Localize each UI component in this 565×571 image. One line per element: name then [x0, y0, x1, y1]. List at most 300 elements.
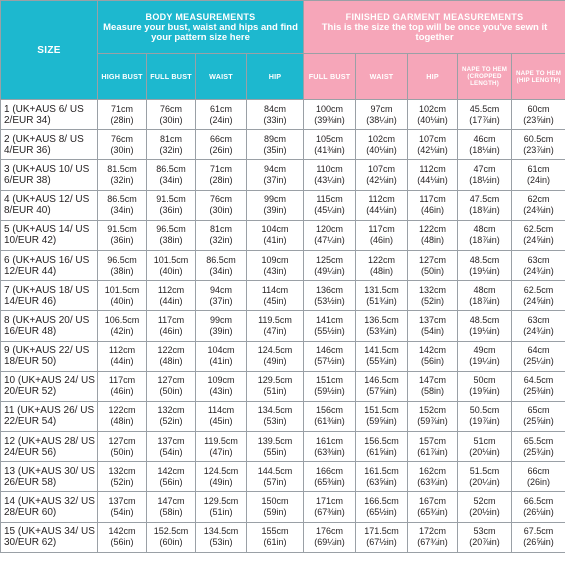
- measurement-cell: [356, 160, 408, 190]
- table-row: [1, 371, 565, 401]
- measurement-cm: 114cm: [207, 405, 235, 416]
- measurement-cell: [247, 401, 304, 431]
- measurement-in: (65⅜in): [314, 476, 345, 487]
- measurement-cm: 76cm: [209, 194, 232, 205]
- measurement-cm: 50.5cm: [469, 405, 500, 416]
- measurement-in: (44in): [159, 295, 183, 306]
- measurement-cm: 112cm: [157, 284, 185, 295]
- measurement-cm: 166cm: [316, 465, 344, 476]
- measurement-cell: [147, 432, 196, 462]
- measurement-cm: 65.5cm: [523, 435, 554, 446]
- measurement-in: (43in): [263, 265, 287, 276]
- measurement-in: (23⅞in): [523, 144, 554, 155]
- measurement-cm: 161.5cm: [364, 465, 399, 476]
- measurement-cm: 60cm: [527, 103, 550, 114]
- finished-measurements-subtitle: This is the size the top will be once you've sewn it together: [321, 21, 548, 43]
- measurement-cell: [512, 522, 565, 552]
- measurement-cm: 52cm: [473, 496, 496, 507]
- measurement-cell: [98, 371, 147, 401]
- measurement-cell: [147, 522, 196, 552]
- measurement-cell: [458, 281, 512, 311]
- measurement-cm: 71cm: [209, 163, 232, 174]
- measurement-in: (53in): [209, 537, 233, 548]
- measurement-in: (24in): [527, 174, 551, 185]
- measurement-cm: 81cm: [159, 133, 182, 144]
- measurement-in: (32in): [110, 174, 134, 185]
- measurement-in: (30in): [110, 144, 134, 155]
- measurement-in: (18¾in): [469, 205, 500, 216]
- measurement-cm: 120cm: [316, 224, 344, 235]
- measurement-in: (17⅞in): [469, 114, 500, 125]
- measurement-cm: 100cm: [316, 103, 344, 114]
- measurement-in: (32in): [159, 144, 183, 155]
- measurement-cell: [247, 281, 304, 311]
- size-label-cell: 1 (UK+AUS 6/ US 2/EUR 34): [1, 100, 98, 130]
- measurement-cell: [196, 462, 247, 492]
- measurement-in: (20½in): [469, 507, 500, 518]
- size-label-cell: 4 (UK+AUS 12/ US 8/EUR 40): [1, 190, 98, 220]
- measurement-cell: [512, 100, 565, 130]
- measurement-cm: 129.5cm: [203, 496, 239, 507]
- measurement-cm: 48.5cm: [469, 254, 500, 265]
- measurement-cell: [98, 100, 147, 130]
- measurement-cm: 167cm: [419, 496, 447, 507]
- measurement-cell: [512, 401, 565, 431]
- measurement-in: (51in): [263, 386, 287, 397]
- measurement-cell: [304, 220, 356, 250]
- measurement-cm: 122cm: [368, 254, 396, 265]
- finished-measurements-header: [304, 1, 565, 54]
- measurement-in: (38in): [110, 265, 134, 276]
- measurement-cm: 142cm: [157, 465, 185, 476]
- measurement-in: (24¾in): [523, 325, 554, 336]
- measurement-cm: 61cm: [209, 103, 232, 114]
- measurement-cm: 45.5cm: [469, 103, 500, 114]
- measurement-cell: [147, 190, 196, 220]
- measurement-in: (25⅜in): [523, 386, 554, 397]
- measurement-cm: 122cm: [157, 345, 185, 356]
- measurement-cm: 136cm: [316, 284, 344, 295]
- measurement-cm: 155cm: [261, 526, 289, 537]
- measurement-in: (25¼in): [523, 356, 554, 367]
- measurement-cell: [304, 432, 356, 462]
- measurement-cell: [408, 281, 458, 311]
- measurement-cm: 147cm: [419, 375, 447, 386]
- finished-column-header: FULL BUST: [304, 54, 356, 100]
- measurement-in: (67½in): [366, 537, 397, 548]
- measurement-cm: 62.5cm: [523, 284, 554, 295]
- measurement-cm: 151.5cm: [364, 405, 399, 416]
- measurement-cell: [304, 311, 356, 341]
- measurement-cm: 137cm: [157, 435, 185, 446]
- measurement-cm: 146cm: [316, 345, 344, 356]
- measurement-in: (26in): [209, 144, 233, 155]
- measurement-in: (61⅜in): [314, 416, 345, 427]
- measurement-in: (52in): [421, 295, 445, 306]
- measurement-cell: [147, 492, 196, 522]
- measurement-cell: [98, 401, 147, 431]
- measurement-cm: 146.5cm: [364, 375, 399, 386]
- measurement-in: (19⅝in): [469, 386, 500, 397]
- measurement-cell: [247, 250, 304, 280]
- measurement-cm: 124.5cm: [257, 345, 293, 356]
- measurement-cm: 101.5cm: [153, 254, 189, 265]
- measurement-cell: [196, 371, 247, 401]
- measurement-in: (48in): [370, 265, 394, 276]
- measurement-in: (26in): [527, 476, 551, 487]
- measurement-in: (28in): [110, 114, 134, 125]
- size-label-cell: 11 (UK+AUS 26/ US 22/EUR 54): [1, 401, 98, 431]
- measurement-in: (24¾in): [523, 265, 554, 276]
- measurement-cm: 94cm: [264, 163, 287, 174]
- measurement-cell: [512, 492, 565, 522]
- measurement-cm: 176cm: [316, 526, 344, 537]
- measurement-cell: [304, 492, 356, 522]
- measurement-in: (24⅜in): [523, 205, 554, 216]
- measurement-in: (59⅝in): [366, 416, 397, 427]
- measurement-cell: [458, 130, 512, 160]
- measurement-cm: 97cm: [370, 103, 393, 114]
- measurement-in: (30in): [159, 114, 183, 125]
- measurement-cm: 48.5cm: [469, 314, 500, 325]
- measurement-cm: 94cm: [209, 284, 232, 295]
- measurement-cm: 150cm: [261, 496, 289, 507]
- finished-column-header: HIP: [408, 54, 458, 100]
- measurement-in: (42⅛in): [417, 144, 448, 155]
- measurement-cell: [98, 250, 147, 280]
- size-label-cell: 5 (UK+AUS 14/ US 10/EUR 42): [1, 220, 98, 250]
- measurement-cm: 117cm: [368, 224, 395, 235]
- measurement-cm: 104cm: [261, 224, 289, 235]
- measurement-cm: 84cm: [264, 103, 287, 114]
- measurement-cell: [304, 190, 356, 220]
- measurement-cm: 139.5cm: [257, 435, 293, 446]
- measurement-cell: [147, 100, 196, 130]
- measurement-in: (48in): [421, 235, 445, 246]
- measurement-cm: 141.5cm: [364, 345, 399, 356]
- measurement-in: (26⅝in): [523, 537, 554, 548]
- body-column-header: HIP: [247, 54, 304, 100]
- measurement-in: (41in): [263, 235, 287, 246]
- measurement-in: (47in): [209, 446, 233, 457]
- measurement-in: (38in): [159, 235, 183, 246]
- measurement-in: (30in): [209, 205, 233, 216]
- measurement-in: (50in): [110, 446, 134, 457]
- measurement-cell: [304, 250, 356, 280]
- measurement-cell: [98, 492, 147, 522]
- measurement-cell: [147, 281, 196, 311]
- measurement-in: (69¼in): [314, 537, 345, 548]
- measurement-cell: [408, 220, 458, 250]
- measurement-cell: [98, 432, 147, 462]
- measurement-cm: 147cm: [157, 496, 185, 507]
- measurement-cell: [247, 311, 304, 341]
- measurement-cm: 136.5cm: [364, 314, 399, 325]
- measurement-cell: [408, 432, 458, 462]
- measurement-cm: 112cm: [368, 194, 395, 205]
- measurement-cm: 63cm: [527, 314, 550, 325]
- measurement-in: (54in): [159, 446, 183, 457]
- measurement-cm: 129.5cm: [257, 375, 293, 386]
- measurement-cell: [458, 311, 512, 341]
- size-label-cell: 7 (UK+AUS 18/ US 14/EUR 46): [1, 281, 98, 311]
- measurement-cell: [458, 492, 512, 522]
- measurement-cm: 48cm: [473, 224, 496, 235]
- measurement-cell: [408, 130, 458, 160]
- measurement-cell: [356, 341, 408, 371]
- measurement-in: (48in): [110, 416, 134, 427]
- measurement-cell: [356, 220, 408, 250]
- measurement-in: (61in): [263, 537, 287, 548]
- measurement-in: (24in): [209, 114, 233, 125]
- measurement-in: (56in): [421, 356, 445, 367]
- measurement-in: (58in): [421, 386, 445, 397]
- measurement-cell: [147, 311, 196, 341]
- measurement-cm: 137cm: [419, 314, 447, 325]
- measurement-cm: 110cm: [316, 163, 343, 174]
- measurement-in: (26⅛in): [523, 507, 554, 518]
- measurement-in: (45in): [209, 416, 233, 427]
- size-column-header: SIZE: [1, 1, 98, 100]
- measurement-in: (44⅛in): [417, 174, 448, 185]
- measurement-cm: 99cm: [264, 194, 287, 205]
- measurement-cell: [147, 401, 196, 431]
- measurement-in: (65½in): [366, 507, 397, 518]
- measurement-cm: 127cm: [419, 254, 447, 265]
- measurement-cm: 48cm: [473, 284, 496, 295]
- measurement-cell: [356, 130, 408, 160]
- measurement-cell: [247, 522, 304, 552]
- measurement-in: (19⅛in): [469, 265, 500, 276]
- measurement-in: (40in): [159, 265, 183, 276]
- measurement-cell: [356, 190, 408, 220]
- measurement-cell: [147, 341, 196, 371]
- table-row: [1, 522, 565, 552]
- measurement-cm: 86.5cm: [206, 254, 236, 265]
- measurement-in: (38¼in): [366, 114, 397, 125]
- measurement-cell: [304, 401, 356, 431]
- measurement-in: (43in): [209, 386, 233, 397]
- measurement-cell: [304, 371, 356, 401]
- measurement-in: (63⅜in): [314, 446, 345, 457]
- measurement-in: (53in): [263, 416, 287, 427]
- measurement-in: (59⅞in): [417, 416, 448, 427]
- measurement-in: (42in): [110, 325, 134, 336]
- measurement-cell: [458, 160, 512, 190]
- measurement-cell: [356, 371, 408, 401]
- measurement-in: (56in): [110, 537, 134, 548]
- measurement-cm: 161cm: [316, 435, 344, 446]
- measurement-cell: [196, 100, 247, 130]
- finished-column-header: NAPE TO HEM (HIP LENGTH): [512, 54, 565, 100]
- measurement-cm: 142cm: [419, 345, 447, 356]
- measurement-in: (25⅝in): [523, 416, 554, 427]
- measurement-cell: [247, 371, 304, 401]
- measurement-cm: 134.5cm: [203, 526, 239, 537]
- measurement-cell: [512, 220, 565, 250]
- measurement-cell: [98, 130, 147, 160]
- measurement-cell: [98, 190, 147, 220]
- measurement-cm: 144.5cm: [257, 465, 293, 476]
- measurement-cm: 152.5cm: [153, 526, 189, 537]
- measurement-cell: [98, 522, 147, 552]
- measurement-in: (34in): [110, 205, 134, 216]
- measurement-cm: 117cm: [157, 314, 185, 325]
- measurement-in: (47¼in): [314, 235, 345, 246]
- measurement-cm: 141cm: [316, 314, 344, 325]
- measurement-cell: [458, 371, 512, 401]
- measurement-in: (44⅛in): [366, 205, 397, 216]
- measurement-cell: [196, 160, 247, 190]
- measurement-cell: [458, 100, 512, 130]
- measurement-in: (59in): [263, 507, 287, 518]
- measurement-cm: 142cm: [108, 526, 136, 537]
- measurement-cell: [458, 250, 512, 280]
- measurement-in: (67⅜in): [314, 507, 345, 518]
- body-measurements-header: [98, 1, 304, 54]
- measurement-in: (18½in): [469, 174, 500, 185]
- measurement-in: (55¾in): [366, 356, 397, 367]
- measurement-cell: [247, 432, 304, 462]
- measurement-cell: [304, 130, 356, 160]
- measurement-cm: 117cm: [419, 194, 446, 205]
- measurement-cm: 51.5cm: [469, 465, 500, 476]
- measurement-in: (55in): [263, 446, 287, 457]
- measurement-in: (35in): [263, 144, 287, 155]
- measurement-cell: [408, 371, 458, 401]
- measurement-cm: 171cm: [316, 496, 344, 507]
- measurement-in: (61⅝in): [366, 446, 397, 457]
- measurement-in: (61⅞in): [417, 446, 448, 457]
- body-measurements-subtitle: Measure your bust, waist and hips and find your pattern size here: [103, 21, 298, 43]
- measurement-cm: 53cm: [473, 526, 496, 537]
- measurement-in: (19⅞in): [469, 416, 500, 427]
- measurement-cm: 86.5cm: [156, 163, 186, 174]
- measurement-cm: 119.5cm: [258, 314, 292, 325]
- measurement-cell: [512, 341, 565, 371]
- measurement-cell: [512, 281, 565, 311]
- size-label-cell: 14 (UK+AUS 32/ US 28/EUR 60): [1, 492, 98, 522]
- measurement-cm: 46cm: [473, 133, 496, 144]
- measurement-cm: 51cm: [473, 435, 496, 446]
- measurement-cm: 171.5cm: [364, 526, 399, 537]
- measurement-in: (25¾in): [523, 446, 554, 457]
- measurement-cell: [512, 250, 565, 280]
- measurement-cell: [196, 432, 247, 462]
- measurement-cell: [304, 160, 356, 190]
- measurement-in: (41⅜in): [314, 144, 345, 155]
- measurement-cell: [458, 432, 512, 462]
- measurement-cell: [98, 311, 147, 341]
- measurement-cell: [247, 190, 304, 220]
- measurement-cm: 66cm: [527, 465, 550, 476]
- measurement-cell: [304, 462, 356, 492]
- measurement-in: (39in): [263, 205, 287, 216]
- measurement-cm: 109cm: [207, 375, 235, 386]
- measurement-in: (48in): [159, 356, 183, 367]
- measurement-cm: 109cm: [261, 254, 289, 265]
- size-label-cell: 9 (UK+AUS 22/ US 18/EUR 50): [1, 341, 98, 371]
- table-row: [1, 432, 565, 462]
- measurement-in: (67¾in): [417, 537, 448, 548]
- measurement-cm: 65cm: [527, 405, 550, 416]
- table-row: [1, 160, 565, 190]
- measurement-cm: 47cm: [473, 163, 496, 174]
- measurement-cell: [458, 220, 512, 250]
- measurement-cell: [512, 130, 565, 160]
- measurement-in: (46in): [110, 386, 134, 397]
- measurement-cm: 81cm: [209, 224, 232, 235]
- measurement-cell: [147, 220, 196, 250]
- measurement-cell: [408, 341, 458, 371]
- measurement-cell: [356, 250, 408, 280]
- size-label-cell: 15 (UK+AUS 34/ US 30/EUR 62): [1, 522, 98, 552]
- measurement-cm: 89cm: [264, 133, 287, 144]
- measurement-in: (46in): [370, 235, 394, 246]
- measurement-cm: 67.5cm: [523, 526, 554, 537]
- measurement-in: (52in): [159, 416, 183, 427]
- measurement-cell: [247, 462, 304, 492]
- measurement-cell: [147, 462, 196, 492]
- measurement-in: (18⅛in): [469, 144, 500, 155]
- measurement-in: (40⅛in): [417, 114, 448, 125]
- measurement-in: (50in): [421, 265, 445, 276]
- measurement-cell: [458, 190, 512, 220]
- measurement-in: (40in): [110, 295, 134, 306]
- measurement-in: (53½in): [314, 295, 345, 306]
- measurement-cm: 49cm: [473, 345, 496, 356]
- measurement-cell: [196, 522, 247, 552]
- measurement-cell: [147, 371, 196, 401]
- measurement-in: (63¾in): [417, 476, 448, 487]
- measurement-in: (46in): [421, 205, 445, 216]
- measurement-cell: [512, 462, 565, 492]
- measurement-in: (59½in): [314, 386, 345, 397]
- measurement-cell: [196, 341, 247, 371]
- measurement-cm: 156.5cm: [364, 435, 399, 446]
- measurement-cell: [408, 100, 458, 130]
- measurement-in: (20¼in): [469, 476, 500, 487]
- measurement-cell: [512, 311, 565, 341]
- measurement-in: (19⅛in): [469, 325, 500, 336]
- body-measurements-title: BODY MEASUREMENTS: [145, 11, 256, 22]
- measurement-cell: [247, 130, 304, 160]
- measurement-in: (54in): [421, 325, 445, 336]
- measurement-cell: [196, 311, 247, 341]
- table-row: [1, 401, 565, 431]
- measurement-cm: 63cm: [527, 254, 550, 265]
- measurement-in: (24⅝in): [523, 295, 554, 306]
- measurement-cm: 122cm: [108, 405, 136, 416]
- measurement-in: (54in): [110, 507, 134, 518]
- measurement-cell: [458, 341, 512, 371]
- measurement-in: (55½in): [314, 325, 345, 336]
- size-label-cell: 12 (UK+AUS 28/ US 24/EUR 56): [1, 432, 98, 462]
- measurement-cm: 76cm: [110, 133, 133, 144]
- measurement-in: (65¾in): [417, 507, 448, 518]
- measurement-cm: 132cm: [419, 284, 447, 295]
- measurement-in: (36in): [110, 235, 134, 246]
- measurement-in: (33in): [263, 114, 287, 125]
- measurement-in: (24⅝in): [523, 235, 554, 246]
- measurement-cm: 91.5cm: [156, 194, 186, 205]
- table-row: [1, 130, 565, 160]
- measurement-cell: [196, 281, 247, 311]
- measurement-in: (53¾in): [366, 325, 397, 336]
- measurement-cm: 81.5cm: [107, 163, 137, 174]
- measurement-cell: [196, 492, 247, 522]
- measurement-cm: 102cm: [419, 103, 447, 114]
